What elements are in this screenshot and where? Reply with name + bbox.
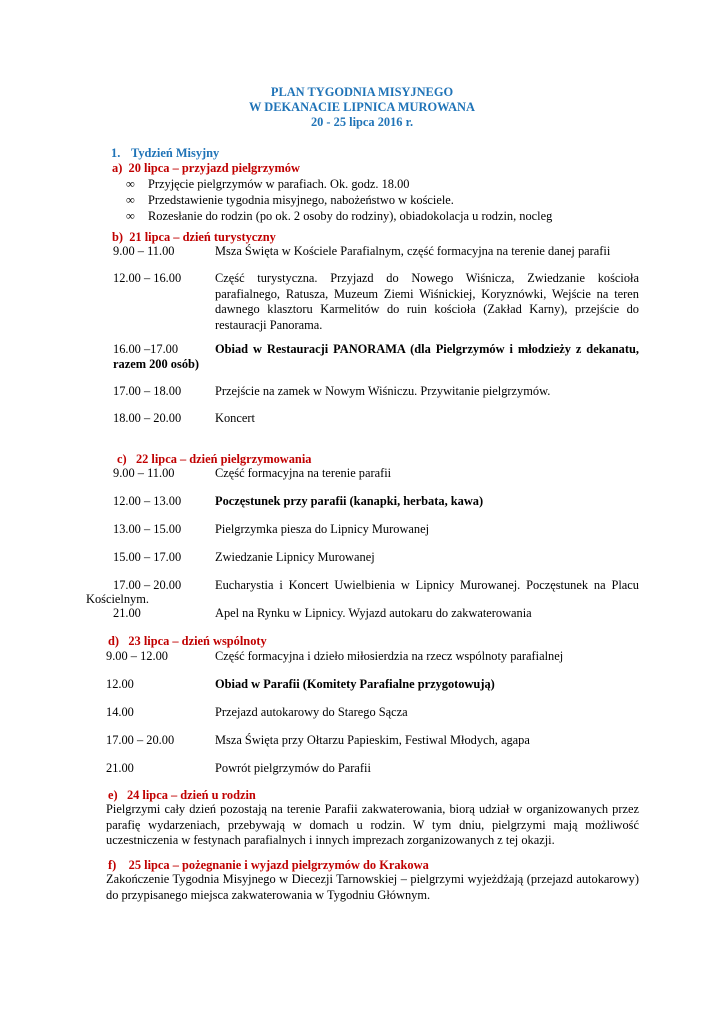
schedule-text: Apel na Rynku w Lipnicy. Wyjazd autokaru do zakwaterowania (215, 606, 532, 620)
day-f-text: Zakończenie Tygodnia Misyjnego w Diecezji Tarnowskiej – pielgrzymi wyjeżdżają (przejazd autokarowy) do przypisanego miejsca zakwaterowania w Tygodniu Głównym. (106, 872, 639, 902)
day-c-letter: c) (117, 452, 127, 466)
doc-dates: 20 - 25 lipca 2016 r. (310, 115, 414, 129)
schedule-text: Część formacyjna na terenie parafii (215, 466, 392, 480)
schedule-text: Powrót pielgrzymów do Parafii (215, 761, 371, 775)
day-b-title: 21 lipca – dzień turystyczny (129, 230, 276, 244)
day-b-heading (112, 230, 276, 245)
schedule-time: 21.00 (106, 761, 134, 775)
schedule-time: 16.00 –17.00 (113, 342, 179, 356)
section-title: Tydzień Misyjny (131, 146, 220, 160)
schedule-text-cont: Kościelnym. (86, 592, 149, 606)
schedule-text: Obiad w Restauracji PANORAMA (dla Pielgrzymów i młodzieży z dekanatu, (215, 342, 639, 356)
day-b-letter: b) (112, 230, 124, 244)
schedule-text: Część formacyjna i dzieło miłosierdzia na rzecz wspólnoty parafialnej (215, 649, 564, 663)
schedule-time: 9.00 – 11.00 (113, 244, 175, 258)
doc-subtitle: W DEKANACIE LIPNICA MUROWANA (249, 100, 475, 114)
schedule-text: Poczęstunek przy parafii (kanapki, herbata, kawa) (215, 494, 484, 508)
schedule-time: 18.00 – 20.00 (113, 411, 182, 425)
infinity-bullet-icon: ∞ (126, 209, 135, 223)
day-c-heading (117, 452, 311, 467)
list-item: ∞ Przedstawienie tygodnia misyjnego, nabożeństwo w kościele. (126, 193, 454, 207)
schedule-text: Obiad w Parafii (Komitety Parafialne przygotowują) (215, 677, 495, 691)
schedule-text-cont: razem 200 osób) (113, 357, 200, 371)
day-d-letter: d) (108, 634, 120, 648)
schedule-text: Przejście na zamek w Nowym Wiśniczu. Przywitanie pielgrzymów. (215, 384, 551, 398)
day-e-text: Pielgrzymi cały dzień pozostają na terenie Parafii zakwaterowania, biorą udział w organizowanych przez parafię wydarzeniach, przebywają w domach u rodzin. W tym dniu, pielgrzymi mają możliwość uczestniczenia w festynach parafialnych i innych imprezach zorganizowanych z tej okazji. (106, 802, 639, 848)
schedule-time: 21.00 (113, 606, 141, 620)
day-f-letter: f) (108, 858, 117, 872)
schedule-text: Msza Święta w Kościele Parafialnym, część formacyjna na terenie danej parafii (215, 244, 611, 258)
schedule-time: 12.00 – 13.00 (113, 494, 182, 508)
schedule-time: 12.00 (106, 677, 134, 691)
list-item: ∞ Rozesłanie do rodzin (po ok. 2 osoby do rodziny), obiadokolacja u rodzin, nocleg (126, 209, 553, 223)
schedule-text: Koncert (215, 411, 255, 425)
schedule-time: 9.00 – 11.00 (113, 466, 175, 480)
day-c-title: 22 lipca – dzień pielgrzymowania (135, 452, 312, 466)
day-d-title: 23 lipca – dzień wspólnoty (128, 634, 267, 648)
day-e-title: 24 lipca – dzień u rodzin (126, 788, 256, 802)
schedule-text: Msza Święta przy Ołtarzu Papieskim, Festiwal Młodych, agapa (215, 733, 530, 747)
schedule-text: Zwiedzanie Lipnicy Murowanej (215, 550, 375, 564)
list-item: ∞ Przyjęcie pielgrzymów w parafiach. Ok. godz. 18.00 (126, 177, 410, 191)
schedule-time: 17.00 – 18.00 (113, 384, 182, 398)
schedule-time: 14.00 (106, 705, 134, 719)
day-f-title: 25 lipca – pożegnanie i wyjazd pielgrzymów do Krakowa (128, 858, 429, 872)
day-e-letter: e) (108, 788, 118, 802)
schedule-text: Przejazd autokarowy do Starego Sącza (215, 705, 408, 719)
schedule-time: 15.00 – 17.00 (113, 550, 182, 564)
day-e-heading (108, 788, 256, 803)
schedule-text: Pielgrzymka piesza do Lipnicy Murowanej (215, 522, 430, 536)
day-d-heading (108, 634, 267, 649)
section-number: 1. (111, 146, 121, 160)
schedule-time: 12.00 – 16.00 (113, 271, 182, 285)
infinity-bullet-icon: ∞ (126, 193, 135, 207)
doc-title: PLAN TYGODNIA MISYJNEGO (270, 85, 454, 99)
schedule-text: Eucharystia i Koncert Uwielbienia w Lipnicy Murowanej. Poczęstunek na Placu (215, 578, 639, 592)
day-f-heading (108, 858, 429, 873)
day-a-title: 20 lipca – przyjazd pielgrzymów (128, 161, 300, 175)
schedule-time: 17.00 – 20.00 (106, 733, 175, 747)
schedule-time: 17.00 – 20.00 (113, 578, 182, 592)
day-a-letter: a) (112, 161, 123, 175)
day-a-heading (112, 161, 300, 176)
infinity-bullet-icon: ∞ (126, 177, 135, 191)
schedule-time: 9.00 – 12.00 (106, 649, 168, 663)
schedule-text: Część turystyczna. Przyjazd do Nowego Wiśnicza, Zwiedzanie kościoła parafialnego, Ratusza, Muzeum Ziemi Wiśnickiej, Koryznówki, Wejście na teren dawnego klasztoru Karmelitów do ruin kościoła (Zakład Karny), przejście do restauracji Panorama. (215, 271, 639, 332)
schedule-time: 13.00 – 15.00 (113, 522, 182, 536)
